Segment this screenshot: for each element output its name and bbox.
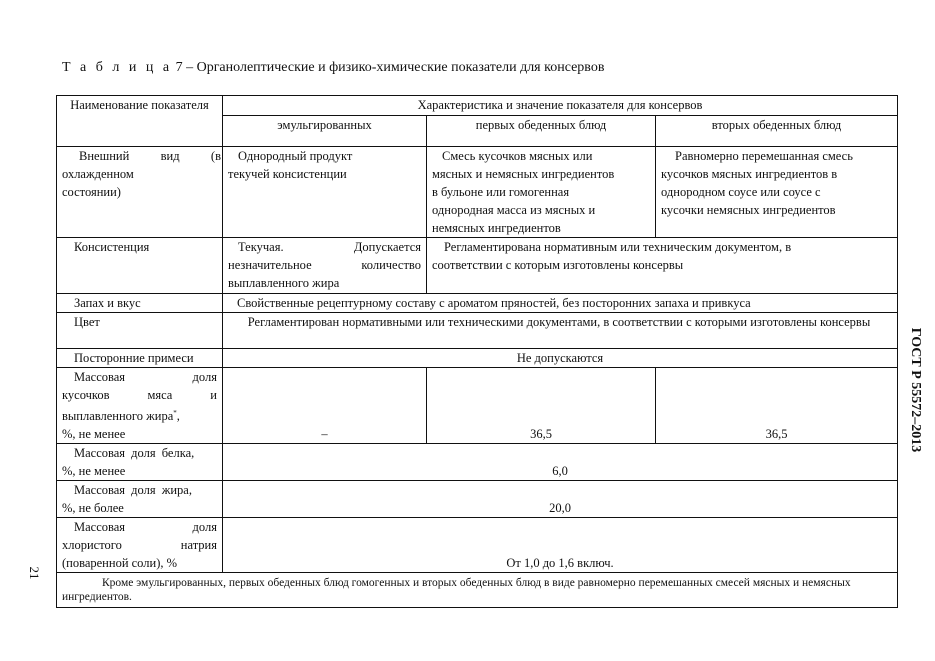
row-consistency-value: Регламентирована нормативным или техническим документом, в соответствии с которым изготовлены консервы	[427, 238, 898, 294]
table-caption-text: 7 – Органолептические и физико-химические показатели для консервов	[175, 60, 605, 75]
row-meat-fat-second: 36,5	[656, 368, 898, 444]
row-salt	[57, 518, 898, 573]
row-meat-fat-emulsified: –	[223, 368, 427, 444]
indicators-table	[56, 95, 898, 608]
row-impurities	[57, 349, 898, 368]
row-color-label: Цвет	[57, 313, 223, 349]
table-caption-label: Т а б л и ц а	[62, 60, 173, 75]
row-meat-fat	[57, 368, 898, 444]
row-appearance-label: Внешний вид (в охлажденном состоянии)	[57, 147, 223, 238]
row-fat-value: 20,0	[223, 481, 898, 518]
row-meat-fat-first: 36,5	[427, 368, 656, 444]
row-fat-label: Массовая доля жира, %, не более	[57, 481, 223, 518]
row-color	[57, 313, 898, 349]
row-consistency-label: Консистенция	[57, 238, 223, 294]
row-fat	[57, 481, 898, 518]
row-appearance	[57, 147, 898, 238]
row-protein-label: Массовая доля белка, %, не менее	[57, 444, 223, 481]
row-footnote	[57, 573, 898, 608]
row-protein-value: 6,0	[223, 444, 898, 481]
row-protein	[57, 444, 898, 481]
header-indicator: Наименование показателя	[57, 96, 223, 147]
row-smell-value: Свойственные рецептурному составу с ароматом пряностей, без посторонних запаха и привкуса	[223, 294, 898, 313]
row-salt-value: От 1,0 до 1,6 включ.	[223, 518, 898, 573]
row-smell-label: Запах и вкус	[57, 294, 223, 313]
page-number: 21	[27, 566, 42, 580]
row-meat-fat-label: Массовая доля кусочков мяса и выплавленного жира*, %, не менее	[57, 368, 223, 444]
row-color-value: Регламентирован нормативными или техническими документами, в соответствии с которыми изготовлены консервы	[223, 313, 898, 349]
row-appearance-first: Смесь кусочков мясных или мясных и немясных ингредиентов в бульоне или гомогенная однородная масса из мясных и немясных ингредиентов	[427, 147, 656, 238]
header-row-1	[57, 96, 898, 116]
row-appearance-second: Равномерно перемешанная смесь кусочков мясных ингредиентов в однородном соусе или соусе с кусочки немясных ингредиентов	[656, 147, 898, 238]
row-impurities-label: Посторонние примеси	[57, 349, 223, 368]
header-col-second-courses: вторых обеденных блюд	[656, 116, 898, 147]
footnote-text: Кроме эмульгированных, первых обеденных блюд гомогенных и вторых обеденных блюд в виде равномерно перемешанных смесей мясных и немясных ингредиентов.	[62, 577, 851, 604]
header-col-emulsified: эмульгированных	[223, 116, 427, 147]
footnote	[57, 573, 898, 608]
table-caption	[62, 60, 604, 76]
header-characteristic: Характеристика и значение показателя для консервов	[223, 96, 898, 116]
footnote-mark: *	[173, 409, 177, 417]
row-salt-label: Массовая доля хлористого натрия (поваренной соли), %	[57, 518, 223, 573]
header-col-first-courses: первых обеденных блюд	[427, 116, 656, 147]
row-consistency	[57, 238, 898, 294]
row-appearance-emulsified: Однородный продукт текучей консистенции	[223, 147, 427, 238]
row-consistency-emulsified: Текучая. Допускается незначительное количество выплавленного жира	[223, 238, 427, 294]
row-impurities-value: Не допускаются	[223, 349, 898, 368]
row-smell	[57, 294, 898, 313]
standard-designation: ГОСТ Р 55572–2013	[908, 327, 923, 453]
